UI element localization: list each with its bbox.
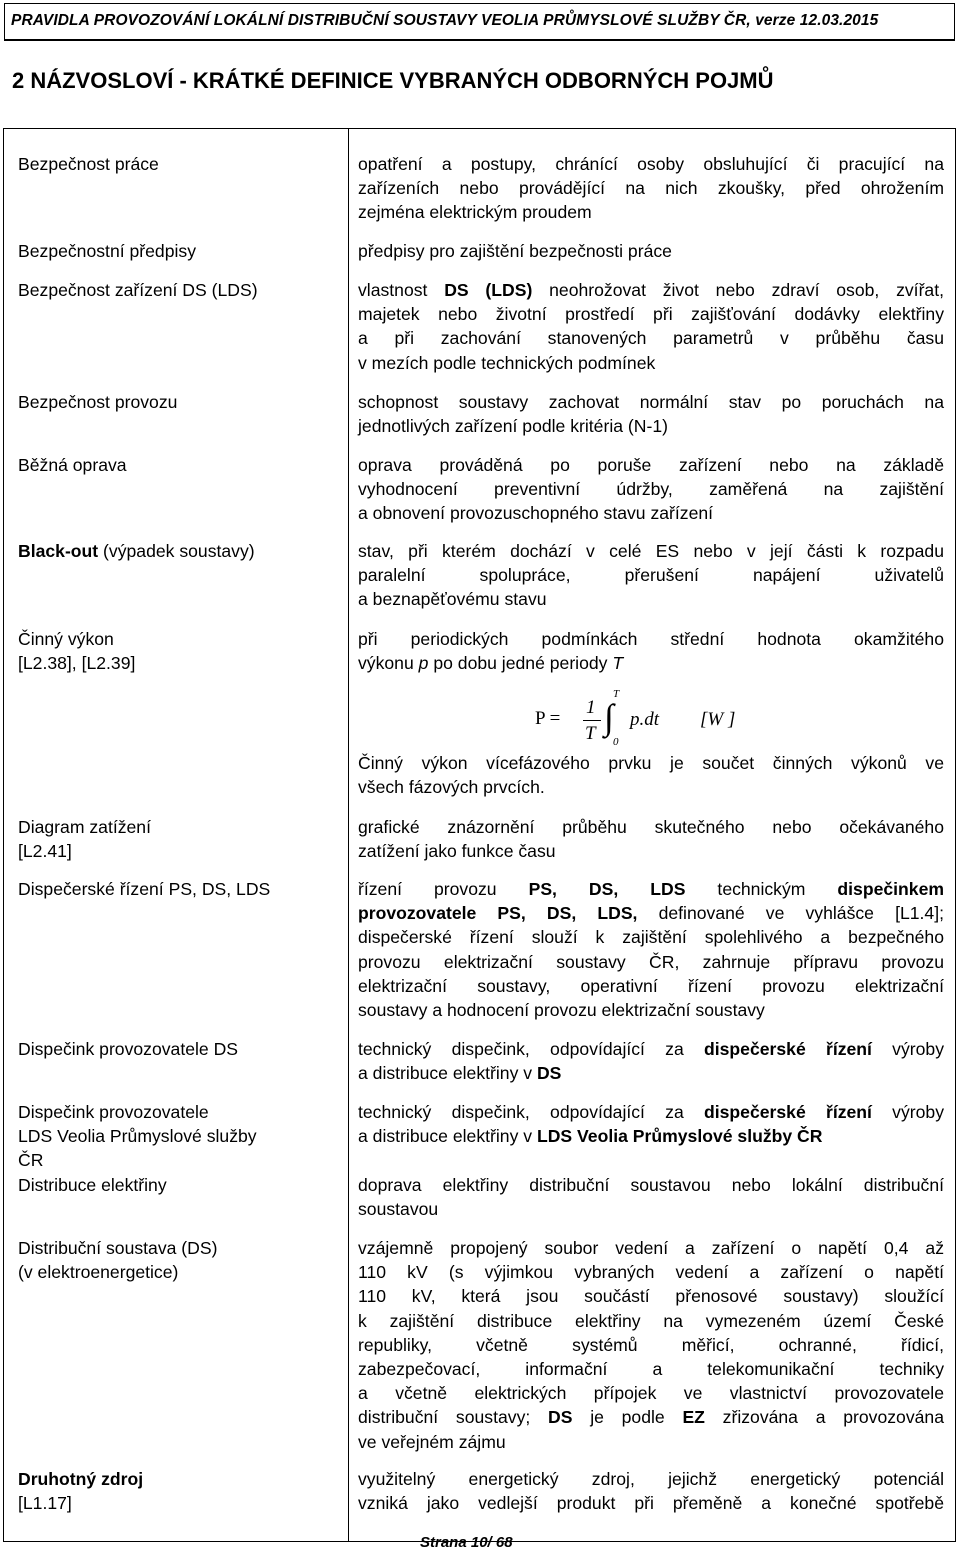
def-text: je podle [572,1407,683,1428]
term-diagram-ref: [L2.41] [18,841,72,862]
def-line [358,651,944,675]
term-bezpecnost-provozu: Bezpečnost provozu [18,392,178,412]
def-line [358,1124,944,1148]
formula-p: P = [535,708,561,729]
def-bezpecnostni-predpisy [358,239,944,263]
fraction-bar [583,720,601,721]
def-line: zatížení jako funkce času [358,841,556,862]
def-line: stav, při kterém dochází v celé ES nebo v její části k rozpadu [358,541,944,561]
def-line: zejména elektrickým proudem [358,202,592,223]
term-bezpecnostni-predpisy: Bezpečnostní předpisy [18,241,196,261]
def-text: distribuční soustavy; [358,1407,548,1428]
def-line [358,1037,944,1061]
integral-sign: ∫ [604,697,614,737]
def-bezpecnost-prace [358,152,944,225]
def-bold: dispečinkem [837,879,944,899]
def-diagram-zatizeni [358,815,944,863]
def-text: neohrožovat život nebo zdraví osob, zvířat, [532,280,944,300]
formula-lower: 0 [613,736,619,748]
term-dispecink-lds-1: Dispečink provozovatele [18,1102,209,1122]
def-line [358,901,944,925]
term-black-out-bold: Black-out [18,541,99,561]
def-line: všech fázových prvcích. [358,777,545,798]
def-line: doprava elektřiny distribuční soustavou nebo lokální distribuční [358,1175,944,1195]
def-text: zřizována a provozována [704,1407,944,1428]
term-druhotny-1: Druhotný zdroj [18,1469,144,1489]
page-header-box [4,3,955,41]
def-line: zařízeních nebo provádějící na nich zkoušky, před ohrožením [358,178,944,199]
def-druhotny-zdroj [358,1467,944,1515]
term-cinny-vykon [18,627,338,675]
def-line [358,1405,944,1429]
term-distribuce-elektriny: Distribuce elektřiny [18,1175,167,1195]
def-bold: DS [536,1063,562,1084]
def-line: vyhodnocení preventivní údržby, zaměřená na zajištění [358,479,944,500]
term-dispecerske-rizeni: Dispečerské řízení PS, DS, LDS [18,879,271,899]
def-line: grafické znázornění průběhu skutečného nebo očekávaného [358,817,944,837]
def-line: vzniká jako vedlejší produkt při přeměně a konečné spotřebě [358,1493,944,1514]
def-line: a beznapěťovému stavu [358,589,547,610]
def-text: technický dispečink, odpovídající za [358,1102,705,1122]
def-line: jednotlivých zařízení podle kritéria (N-1) [358,416,668,437]
def-bezpecnost-zarizeni [358,278,944,375]
def-text: a distribuce elektřiny v [358,1126,537,1147]
term-druhotny-ref: [L1.17] [18,1493,72,1514]
def-line: při periodických podmínkách střední hodnota okamžitého [358,629,944,649]
def-bold: provozovatele PS, DS, LDS, [358,903,638,924]
def-line: soustavou [358,1199,439,1220]
def-text: řízení provozu [358,879,529,899]
def-line: majetek nebo životní prostředí při zajišťování dodávky elektřiny [358,304,944,325]
def-text: výkonu [358,653,419,674]
def-line: v mezích podle technických podmínek [358,352,656,373]
term-ds-2: (v elektroenergetice) [18,1262,179,1283]
term-dispecink-lds [18,1100,338,1173]
def-line [358,877,944,901]
def-dispecink-ds [358,1037,944,1085]
term-ds-1: Distribuční soustava (DS) [18,1238,218,1258]
def-bold: EZ [682,1407,705,1428]
def-line: 110 kV (s výjimkou vybraných vedení a zařízení o napětí [358,1262,944,1283]
def-line: a včetně elektrických přípojek ve vlastnictví provozovatele [358,1383,944,1404]
def-line: schopnost soustavy zachovat normální stav po poruchách na [358,392,944,412]
def-line: a při zachování stanovených parametrů v průběhu času [358,328,944,349]
def-line: paralelní spolupráce, přerušení napájení uživatelů [358,565,944,586]
def-cinny-vykon [358,627,944,675]
def-distribuce-elektriny [358,1173,944,1221]
def-bezpecnost-provozu [358,390,944,438]
term-bezpecnost-zarizeni: Bezpečnost zařízení DS (LDS) [18,280,258,300]
def-line: opatření a postupy, chránící osoby obsluhující či pracující na [358,154,944,174]
def-text: vlastnost [358,280,445,300]
term-black-out [18,539,338,563]
def-distribucni-soustava [358,1236,944,1454]
column-divider [348,128,349,1542]
def-line: využitelný energetický zdroj, jejichž energetický potenciál [358,1469,944,1489]
term-cinny-vykon-title: Činný výkon [18,629,114,649]
def-dispecerske-rizeni [358,877,944,1022]
section-title: 2 NÁZVOSLOVÍ - KRÁTKÉ DEFINICE VYBRANÝCH ODBORNÝCH POJMŮ [12,68,774,93]
def-text: definované ve vyhlášce [L1.4]; [637,903,944,924]
term-druhotny-zdroj [18,1467,338,1515]
term-bezna-oprava: Běžná oprava [18,455,127,475]
term-dispecink-lds-2: LDS Veolia Průmyslové služby [18,1126,257,1147]
def-bold: dispečerské řízení [704,1039,872,1059]
def-line: zabezpečovací, informační a telekomunikační techniky [358,1358,944,1379]
def-line: elektrizační soustavy, operativní řízení provozu elektrizační [358,975,944,996]
def-text: a distribuce elektřiny v [358,1063,537,1084]
def-line [358,1100,944,1124]
term-diagram-title: Diagram zatížení [18,817,151,837]
formula-upper: T [613,688,620,700]
def-var-t: T [612,653,624,674]
term-distribucni-soustava [18,1236,338,1284]
def-text: technickým [685,879,838,899]
def-line: a obnovení provozuschopného stavu zařízení [358,503,714,524]
def-bold: PS, DS, LDS [528,879,686,899]
def-bold: DS (LDS) [444,280,533,300]
def-line: předpisy pro zajištění bezpečnosti práce [358,241,672,261]
def-black-out [358,539,944,612]
term-dispecink-ds: Dispečink provozovatele DS [18,1039,239,1059]
term-black-out-rest: (výpadek soustavy) [98,541,255,561]
page-header: PRAVIDLA PROVOZOVÁNÍ LOKÁLNÍ DISTRIBUČNÍ SOUSTAVY VEOLIA PRŮMYSLOVÉ SLUŽBY ČR, verze 12.03.2015 [11,12,879,29]
def-bold: LDS Veolia Průmyslové služby ČR [536,1126,823,1147]
def-text: technický dispečink, odpovídající za [358,1039,705,1059]
def-bold: DS [548,1407,573,1428]
formula-den: T [585,723,596,744]
def-bezna-oprava [358,453,944,526]
def-line: dispečerské řízení slouží k zajištění spolehlivého a bezpečného [358,927,944,948]
def-line: provozu elektrizační soustavy ČR, zahrnuje přípravu provozu [358,951,944,972]
page-number: Strana 10/ 68 [420,1534,513,1551]
def-bold: dispečerské řízení [704,1102,872,1122]
def-line [358,1061,944,1085]
def-text: po dobu jedné periody [428,653,613,674]
def-line: 110 kV, která jsou součástí přenosové soustavy) sloužící [358,1286,944,1307]
def-text: výroby [871,1039,944,1059]
def-line: republiky, včetně systémů měřicí, ochranné, řídicí, [358,1334,944,1355]
def-dispecink-lds [358,1100,944,1148]
def-line: vzájemně propojený soubor vedení a zařízení o napětí 0,4 až [358,1238,944,1258]
def-var-p: p [418,653,429,674]
formula-unit: [W ] [700,709,736,730]
term-dispecink-lds-3: ČR [18,1150,44,1171]
def-line [358,278,944,302]
def-cinny-vykon-note [358,751,944,799]
def-line: Činný výkon vícefázového prvku je součet činných výkonů ve [358,753,944,773]
term-cinny-vykon-ref: [L2.38], [L2.39] [18,653,136,674]
def-line: oprava prováděná po poruše zařízení nebo na základě [358,455,944,475]
formula-body: p.dt [630,709,660,730]
term-bezpecnost-prace: Bezpečnost práce [18,154,159,174]
def-text: výroby [871,1102,944,1122]
def-line: k zajištění distribuce elektřiny na vymezeném území České [358,1310,944,1331]
def-line: ve veřejném zájmu [358,1431,506,1452]
def-line: soustavy a hodnocení provozu elektrizační soustavy [358,999,765,1020]
term-diagram-zatizeni [18,815,338,863]
formula-num: 1 [586,697,596,718]
